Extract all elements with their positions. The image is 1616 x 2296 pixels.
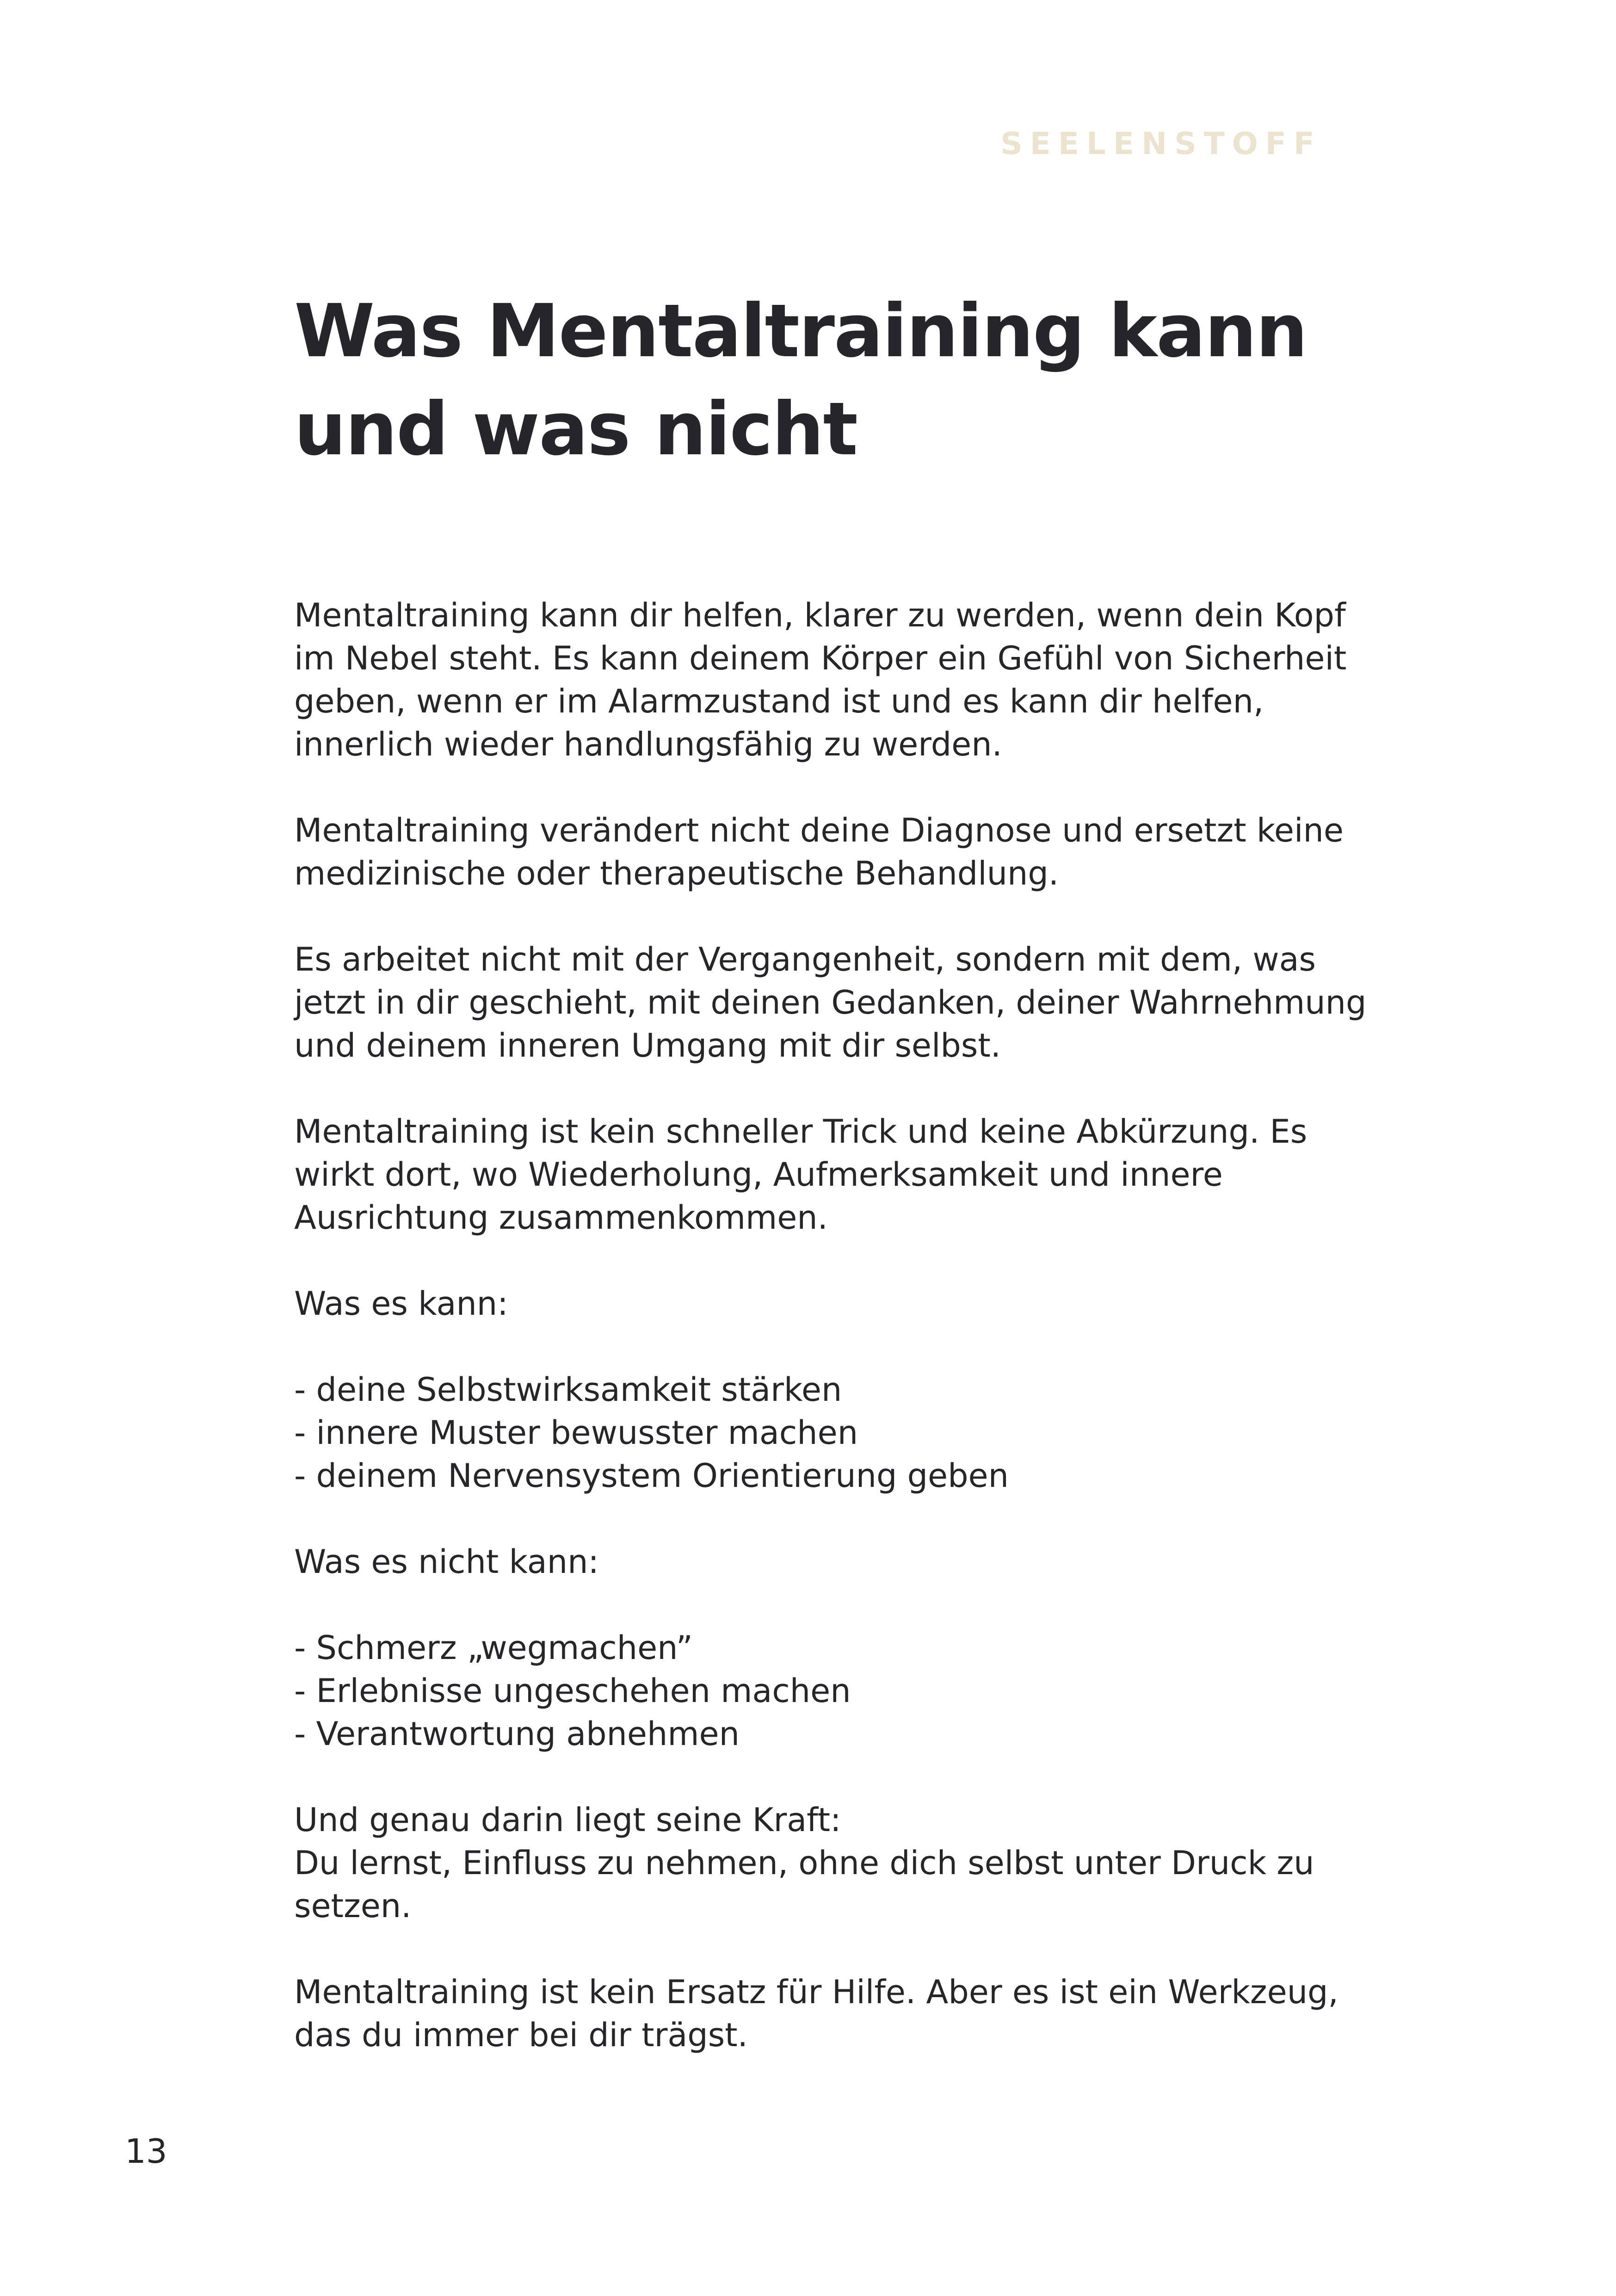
paragraph-line: - deinem Nervensystem Orientierung geben xyxy=(294,1457,1009,1495)
paragraph-line: Es arbeitet nicht mit der Vergangenheit, sondern mit dem, was xyxy=(294,941,1316,978)
paragraph-line: Und genau darin liegt seine Kraft: xyxy=(294,1801,841,1839)
paragraph-line: Mentaltraining ist kein Ersatz für Hilfe. Aber es ist ein Werkzeug, xyxy=(294,1973,1338,2011)
paragraph-gap xyxy=(294,1067,1339,1110)
page-title-line: und was nicht xyxy=(294,387,857,472)
paragraph-line: Ausrichtung zusammenkommen. xyxy=(294,1199,828,1237)
paragraph-gap xyxy=(294,766,1339,809)
paragraph-gap xyxy=(294,1756,1339,1799)
paragraph-gap xyxy=(294,1584,1339,1627)
paragraph-line: medizinische oder therapeutische Behandlung. xyxy=(294,854,1059,892)
paragraph-gap xyxy=(294,1239,1339,1282)
paragraph xyxy=(294,1368,1339,1498)
paragraph-line: und deinem inneren Umgang mit dir selbst. xyxy=(294,1027,1001,1064)
paragraph xyxy=(294,1110,1339,1239)
page-number: 13 xyxy=(125,2132,167,2171)
paragraph xyxy=(294,1627,1339,1756)
paragraph xyxy=(294,1282,1339,1325)
paragraph-line: - Verantwortung abnehmen xyxy=(294,1715,740,1753)
paragraph-gap xyxy=(294,1498,1339,1541)
paragraph-line: - Erlebnisse ungeschehen machen xyxy=(294,1672,851,1710)
page-content xyxy=(294,282,1367,2057)
paragraph xyxy=(294,1971,1339,2057)
paragraph-line: im Nebel steht. Es kann deinem Körper ein Gefühl von Sicherheit xyxy=(294,639,1347,677)
page-title-line: Was Mentaltraining kann xyxy=(294,289,1307,374)
paragraph xyxy=(294,594,1347,766)
paragraph-line: Was es kann: xyxy=(294,1285,508,1323)
paragraph-line: - Schmerz „wegmachen” xyxy=(294,1629,693,1667)
paragraph-line: das du immer bei dir trägst. xyxy=(294,2016,748,2054)
paragraph-line: - deine Selbstwirksamkeit stärken xyxy=(294,1371,842,1409)
paragraph-gap xyxy=(294,895,1339,938)
body-text xyxy=(294,594,1367,2057)
paragraph-line: Du lernst, Einfluss zu nehmen, ohne dich selbst unter Druck zu xyxy=(294,1844,1314,1882)
paragraph-line: Mentaltraining kann dir helfen, klarer zu werden, wenn dein Kopf xyxy=(294,596,1346,634)
paragraph xyxy=(294,938,1367,1067)
paragraph xyxy=(294,1799,1339,1928)
paragraph-line: setzen. xyxy=(294,1887,412,1925)
paragraph-line: innerlich wieder handlungsfähig zu werden. xyxy=(294,725,1002,763)
paragraph-line: Was es nicht kann: xyxy=(294,1543,599,1581)
paragraph xyxy=(294,1541,1339,1584)
paragraph-line: jetzt in dir geschieht, mit deinen Gedanken, deiner Wahrnehmung xyxy=(294,984,1367,1021)
brand-label: SEELENSTOFF xyxy=(1000,126,1322,161)
paragraph xyxy=(294,809,1344,895)
page-title xyxy=(294,282,1339,478)
paragraph-gap xyxy=(294,1928,1339,1971)
paragraph-line: wirkt dort, wo Wiederholung, Aufmerksamkeit und innere xyxy=(294,1156,1223,1194)
paragraph-line: - innere Muster bewusster machen xyxy=(294,1414,858,1452)
paragraph-line: Mentaltraining verändert nicht deine Diagnose und ersetzt keine xyxy=(294,811,1344,849)
paragraph-line: Mentaltraining ist kein schneller Trick und keine Abkürzung. Es xyxy=(294,1113,1308,1151)
paragraph-line: geben, wenn er im Alarmzustand ist und es kann dir helfen, xyxy=(294,682,1264,720)
paragraph-gap xyxy=(294,1325,1339,1368)
